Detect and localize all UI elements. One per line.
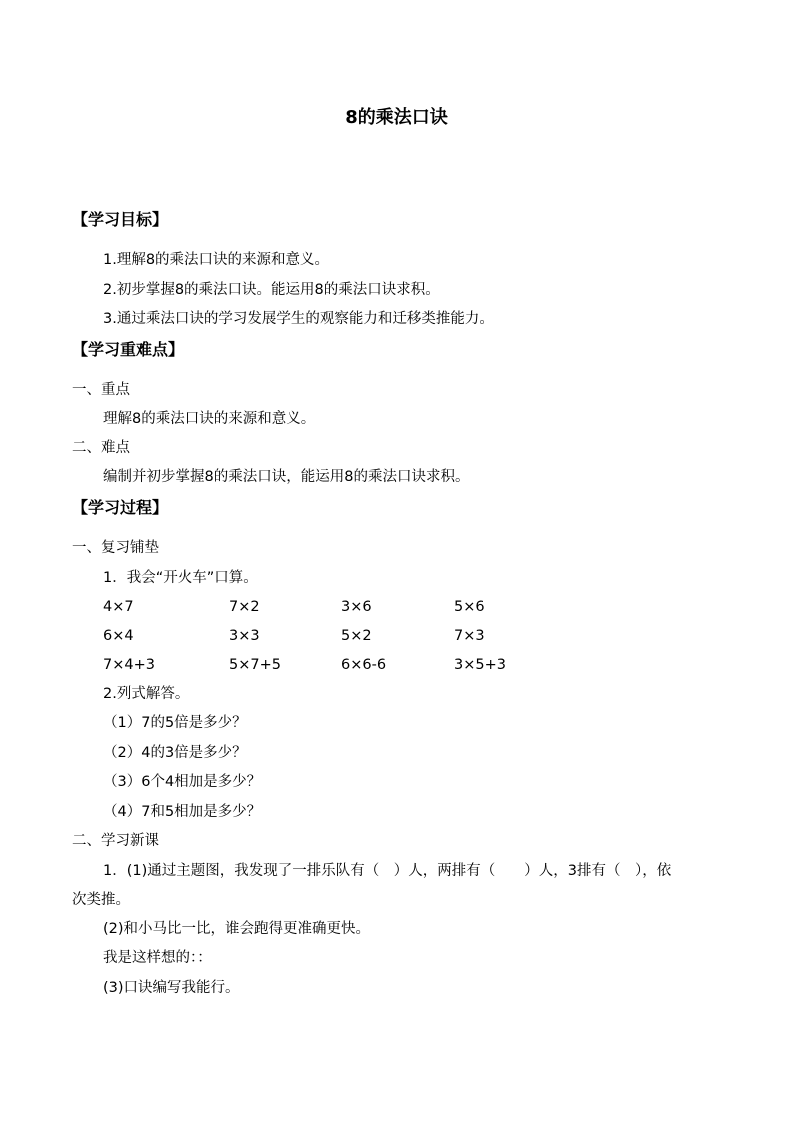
- objectives-heading: 【学习目标】: [72, 210, 169, 229]
- sub-question: （1）7的5倍是多少？: [103, 715, 247, 731]
- new-lesson-item-4: (3)口诀编写我能行。: [103, 980, 240, 996]
- calc-cell: 3×5+3: [454, 657, 506, 673]
- process-heading: 【学习过程】: [72, 498, 169, 517]
- calc-cell: 6×4: [103, 628, 134, 644]
- new-lesson-item-1: 1．(1)通过主题图，我发现了一排乐队有（ ）人，两排有（ ）人，3排有（ ），依: [103, 863, 672, 879]
- keypoints-heading: 【学习重难点】: [72, 340, 185, 359]
- calc-cell: 3×6: [341, 599, 372, 615]
- page-title: 8的乘法口诀: [345, 107, 448, 128]
- focus-label: 一、重点: [72, 382, 130, 398]
- difficulty-text: 编制并初步掌握8的乘法口诀，能运用8的乘法口诀求积。: [103, 469, 470, 485]
- calc-cell: 7×3: [454, 628, 485, 644]
- sub-question: （2）4的3倍是多少？: [103, 745, 247, 761]
- question-1: 1．我会“开火车”口算。: [103, 570, 258, 586]
- focus-text: 理解8的乘法口诀的来源和意义。: [103, 411, 316, 427]
- calc-cell: 7×2: [229, 599, 260, 615]
- difficulty-label: 二、难点: [72, 440, 130, 456]
- calc-cell: 7×4+3: [103, 657, 155, 673]
- question-2: 2.列式解答。: [103, 686, 190, 702]
- calc-cell: 6×6-6: [341, 657, 387, 673]
- review-label: 一、复习铺垫: [72, 540, 159, 556]
- objective-item-3: 3.通过乘法口诀的学习发展学生的观察能力和迁移类推能力。: [103, 311, 494, 327]
- new-lesson-item-2: (2)和小马比一比，谁会跑得更准确更快。: [103, 921, 371, 937]
- sub-question: （3）6个4相加是多少？: [103, 774, 262, 790]
- calc-cell: 5×2: [341, 628, 372, 644]
- new-lesson-item-3: 我是这样想的：：: [103, 950, 212, 966]
- objective-item-2: 2.初步掌握8的乘法口诀。能运用8的乘法口诀求积。: [103, 282, 440, 298]
- objective-item-1: 1.理解8的乘法口诀的来源和意义。: [103, 252, 330, 268]
- calc-cell: 5×7+5: [229, 657, 281, 673]
- new-lesson-label: 二、学习新课: [72, 833, 159, 849]
- calc-cell: 4×7: [103, 599, 134, 615]
- calc-cell: 5×6: [454, 599, 485, 615]
- calc-cell: 3×3: [229, 628, 260, 644]
- sub-question: （4）7和5相加是多少？: [103, 804, 262, 820]
- new-lesson-item-1-continued: 次类推。: [72, 892, 130, 908]
